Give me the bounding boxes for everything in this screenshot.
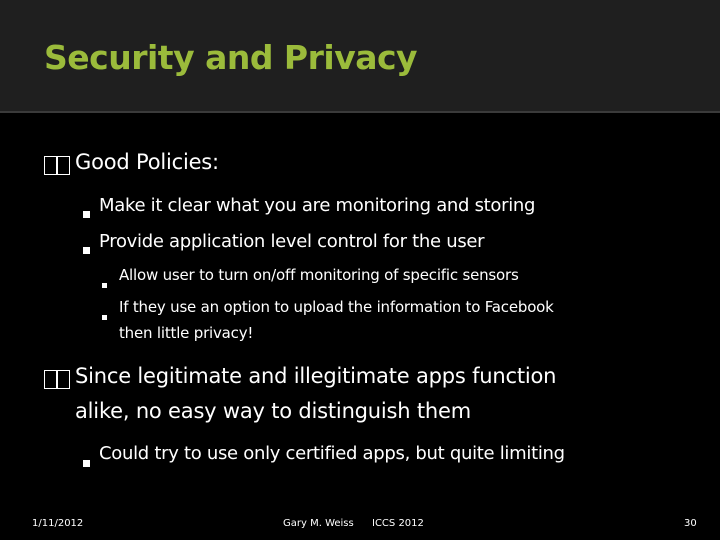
bullet-box-icon <box>57 370 70 393</box>
subitem-facebook: If they use an option to upload the information to Facebook <box>119 298 554 316</box>
footer-page-number: 30 <box>684 518 697 529</box>
subitem-facebook-cont: then little privacy! <box>119 324 254 342</box>
bullet-box-icon <box>44 156 57 179</box>
bullet-legit-apps-cont: alike, no easy way to distinguish them <box>75 399 471 423</box>
subitem-sensors: Allow user to turn on/off monitoring of specific sensors <box>119 266 519 284</box>
bullet-item-monitoring: Make it clear what you are monitoring and storing <box>99 195 536 216</box>
bullet-good-policies: Good Policies: <box>75 150 219 174</box>
slide-title: Security and Privacy <box>44 38 418 77</box>
bullet-square-icon <box>83 452 90 471</box>
bullet-box-icon <box>57 156 70 179</box>
footer-date: 1/11/2012 <box>32 518 84 529</box>
bullet-square-icon <box>83 203 90 222</box>
footer-venue: ICCS 2012 <box>372 518 424 529</box>
bullet-small-square-icon <box>102 305 107 324</box>
bullet-item-control: Provide application level control for the user <box>99 231 485 252</box>
bullet-box-icon <box>44 370 57 393</box>
footer-author: Gary M. Weiss <box>283 518 354 529</box>
bullet-small-square-icon <box>102 273 107 292</box>
bullet-square-icon <box>83 239 90 258</box>
bullet-legit-apps: Since legitimate and illegitimate apps function <box>75 364 557 388</box>
bullet-item-certified: Could try to use only certified apps, but quite limiting <box>99 443 565 464</box>
